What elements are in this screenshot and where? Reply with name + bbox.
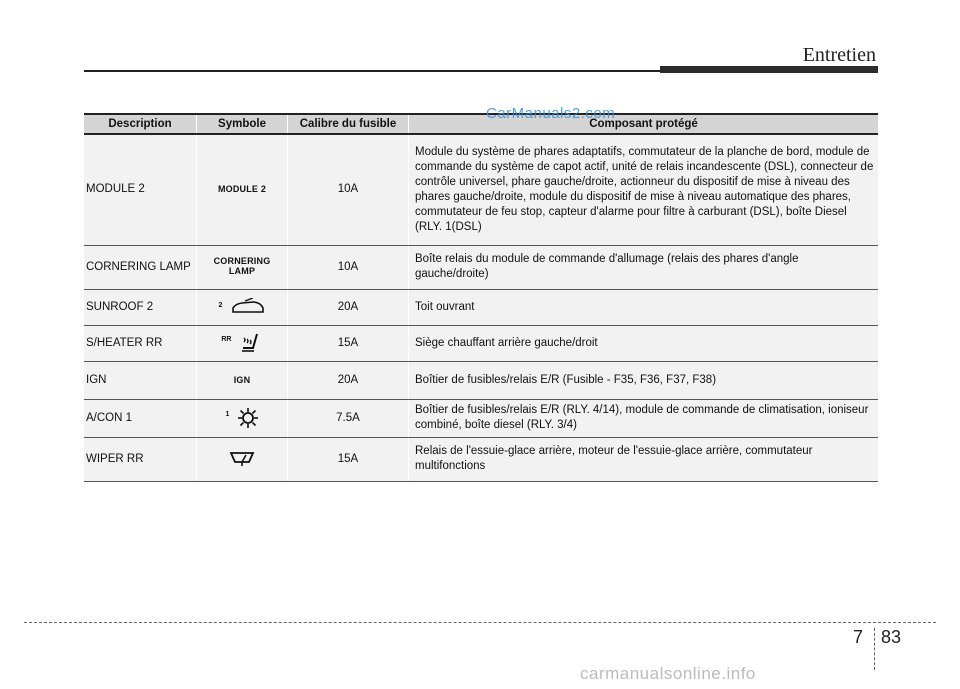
air-conditioning-icon [237, 407, 259, 429]
table-row [84, 245, 878, 289]
page-number-separator [874, 628, 875, 670]
column-header-rating: Calibre du fusible [288, 114, 409, 134]
chapter-number: 7 [853, 627, 864, 647]
cell-symbol [197, 289, 288, 325]
table-row [84, 325, 878, 361]
seat-heater-icon [239, 332, 263, 354]
cell-component: Boîtier de fusibles/relais E/R (RLY. 4/14), module de commande de climatisation, ioniseur combiné, boîte diesel (RLY. 3/4) [409, 399, 879, 437]
cell-description: CORNERING LAMP [84, 245, 197, 289]
cell-description: MODULE 2 [84, 134, 197, 245]
cell-rating: 20A [288, 361, 409, 399]
cell-symbol [197, 134, 288, 245]
cell-component: Siège chauffant arrière gauche/droit [409, 325, 879, 361]
header-rule-thick [660, 66, 878, 73]
table-row [84, 361, 878, 399]
page-number: 83 [881, 627, 902, 647]
cell-rating: 15A [288, 437, 409, 481]
table-row [84, 437, 878, 481]
table-row [84, 289, 878, 325]
footer-dashed-rule [24, 622, 936, 623]
column-header-symbol: Symbole [197, 114, 288, 134]
table-header-row [84, 114, 878, 134]
symbol-label: CORNERING LAMP [213, 255, 271, 276]
cell-rating: 10A [288, 245, 409, 289]
page-header-title: Entretien [802, 44, 876, 66]
cell-component: Toit ouvrant [409, 289, 879, 325]
cell-symbol [197, 361, 288, 399]
sunroof-icon [230, 298, 266, 316]
fuse-table [84, 113, 878, 482]
cell-symbol [197, 325, 288, 361]
watermark-top: CarManuals2.com [486, 105, 616, 122]
cell-description: IGN [84, 361, 197, 399]
watermark-bottom: carmanualsonline.info [580, 664, 756, 683]
cell-rating: 15A [288, 325, 409, 361]
cell-description: A/CON 1 [84, 399, 197, 437]
cell-rating: 20A [288, 289, 409, 325]
column-header-component: Composant protégé [409, 114, 879, 134]
cell-component: Module du système de phares adaptatifs, commutateur de la planche de bord, module de commande du système de capot actif, unité de relais incandescente (DSL), connecteur de contrôle universel, phare gauche/droite, actionneur du dispositif de mise à niveau des phares gauche/droite, module du dispositif de mise à niveau automatique des phares, commutateur de feu stop, capteur d'alarme pour filtre à carburant (DSL), boîte Diesel (RLY. 1(DSL) [409, 134, 879, 245]
cell-description: SUNROOF 2 [84, 289, 197, 325]
cell-symbol [197, 399, 288, 437]
cell-rating: 10A [288, 134, 409, 245]
table-row [84, 399, 878, 437]
symbol-superscript: 1 [225, 411, 230, 418]
symbol-label: MODULE 2 [217, 184, 267, 195]
cell-symbol [197, 437, 288, 481]
cell-component: Relais de l'essuie-glace arrière, moteur de l'essuie-glace arrière, commutateur multifonctions [409, 437, 879, 481]
table-row [84, 134, 878, 245]
symbol-superscript: 2 [218, 302, 223, 309]
column-header-description: Description [84, 114, 197, 134]
header-rule-thin [84, 70, 660, 72]
symbol-superscript: RR [221, 336, 232, 343]
cell-rating: 7.5A [288, 399, 409, 437]
cell-symbol [197, 245, 288, 289]
cell-description: WIPER RR [84, 437, 197, 481]
rear-wiper-icon [229, 450, 255, 468]
cell-description: S/HEATER RR [84, 325, 197, 361]
cell-component: Boîtier de fusibles/relais E/R (Fusible - F35, F36, F37, F38) [409, 361, 879, 399]
cell-component: Boîte relais du module de commande d'allumage (relais des phares d'angle gauche/droite) [409, 245, 879, 289]
symbol-label: IGN [233, 374, 251, 385]
